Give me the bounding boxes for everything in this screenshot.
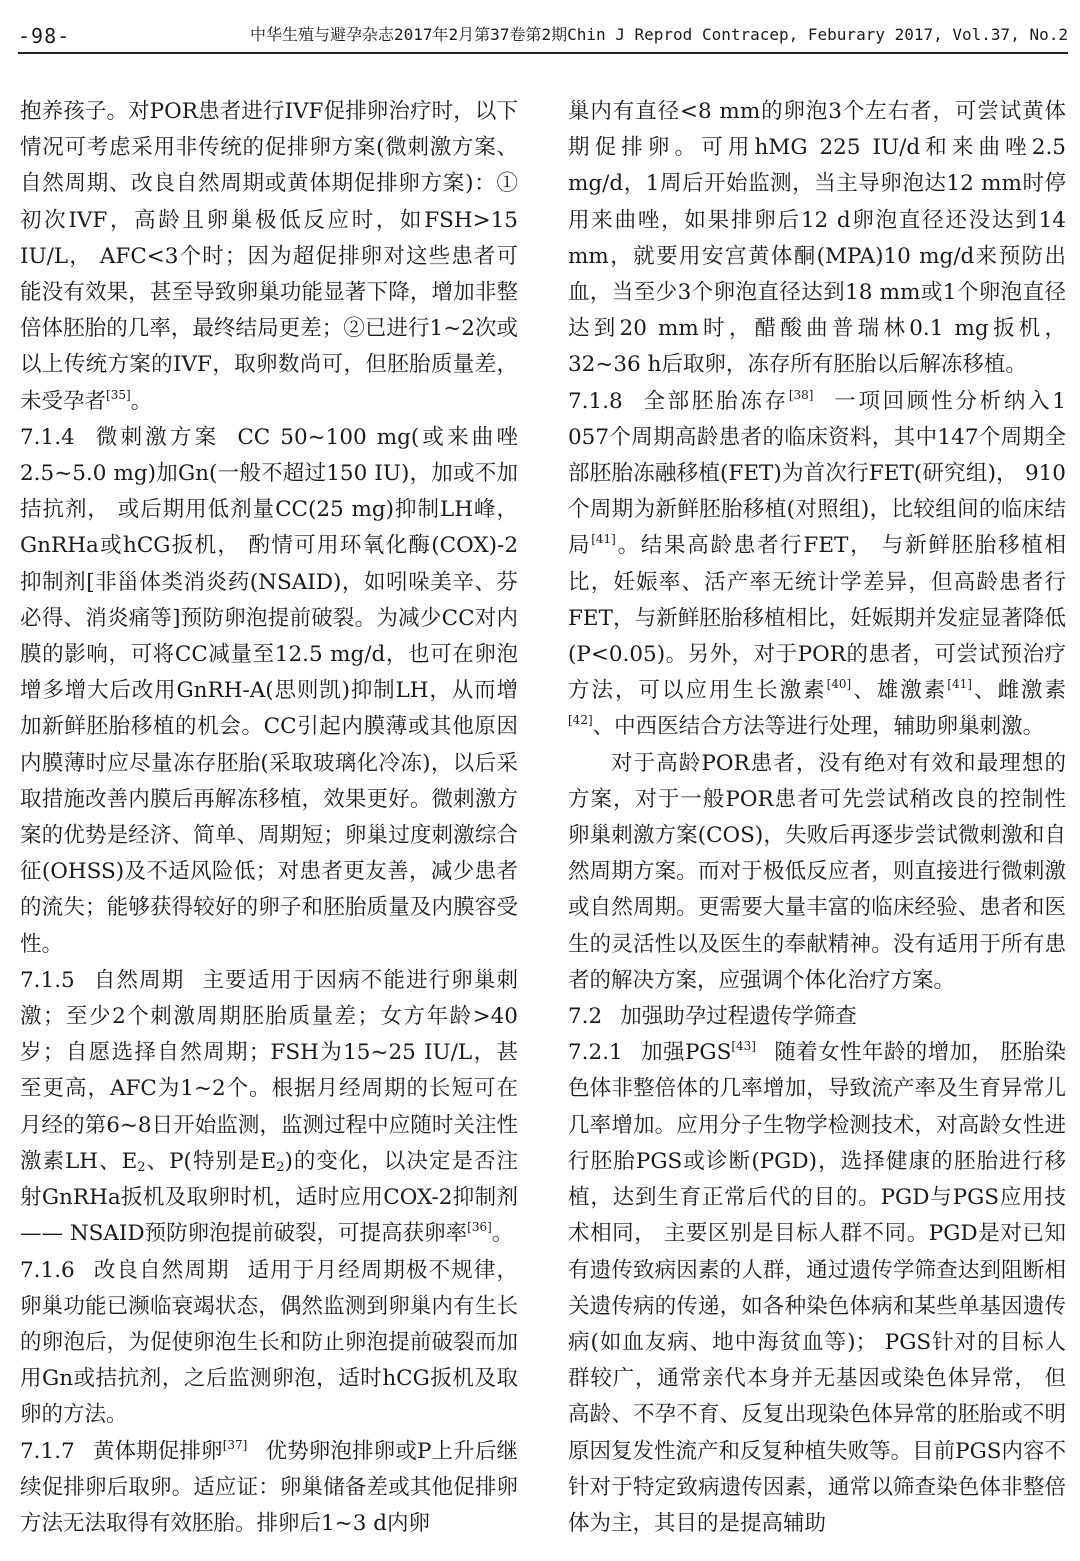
- paragraph-summary: 对于高龄POR患者，没有绝对有效和最理想的方案，对于一般POR患者可先尝试稍改良的控制性卵巢刺激方案(COS)，失败后再逐步尝试微刺激和自然周期方案。而对于极低反应者，则直接进行微刺激或自然周期。更需要大量丰富的临床经验、患者和医生的灵活性以及医生的奉献精神。没有适用于所有患者的解决方案，应强调个体化治疗方案。: [568, 750, 1066, 993]
- citation-ref: [43]: [731, 1039, 756, 1054]
- section-number: 7.1.8: [568, 388, 623, 414]
- section-7-1-4: [20, 420, 518, 963]
- section-title: 加强PGS: [640, 1040, 732, 1066]
- section-title: 加强助孕过程遗传学筛查: [620, 1004, 857, 1030]
- page-header: [18, 18, 1068, 54]
- section-title: 黄体期促排卵: [92, 1438, 223, 1464]
- section-body: 随着女性年龄的增加， 胚胎染色体非整倍体的几率增加，导致流产率及生育异常儿几率增加。应用分子生物学检测技术，对高龄女性进行胚胎PGS或诊断(PGD)，选择健康的胚胎进行移植，达到生育正常后代的目的。PGD与PGS应用技术相同， 主要区别是目标人群不同。PGD是对已知有遗传致病因素的人群，通过遗传学筛查达到阻断相关遗传病的传递，如各种染色体病和某些单基因遗传病(如血友病、地中海贫血等)； PGS针对的目标人群较广，通常亲代本身并无基因或染色体异常， 但高龄、不孕不育、反复出现染色体异常的胚胎或不明原因复发性流产和反复种植失败等。目前PGS内容不针对于特定致病遗传因素，通常以筛查染色体非整倍体为主，其目的是提高辅助: [568, 1040, 1066, 1536]
- section-body: CC 50~100 mg(或来曲唑2.5~5.0 mg)加Gn(一般不超过150 IU)，加或不加拮抗剂， 或后期用低剂量CC(25 mg)抑制LH峰， GnRHa或hCG扳机， 酌情可用环氧化酶(COX)-2抑制剂[非甾体类消炎药(NSAID)，如吲哚美辛、芬必得、消炎痛等]预防卵泡提前破裂。为减少CC对内膜的影响，可将CC减量至12.5 mg/d，也可在卵泡增多增大后改用GnRH-A(思则凯)抑制LH，从而增加新鲜胚胎移植的机会。CC引起内膜薄或其他原因内膜薄时应尽量冻存胚胎(采取玻璃化冷冻)，以后采取措施改善内膜后再解冻移植，效果更好。微刺激方案的优势是经济、简单、周期短；卵巢过度刺激综合征(OHSS)及不适风险低；对患者更友善，减少患者的流失；能够获得较好的卵子和胚胎质量及内膜容受性。: [20, 424, 518, 957]
- section-title: 改良自然周期: [92, 1257, 230, 1283]
- section-number: 7.1.4: [20, 424, 75, 450]
- section-body: 优势卵泡排卵或P上升后继续促排卵后取卵。适应证：卵巢储备差或其他促排卵方法无法取得有效胚胎。排卵后1~3 d内卵: [20, 1438, 518, 1536]
- section-7-1-7: [20, 1434, 518, 1543]
- journal-citation: 中华生殖与避孕杂志2017年2月第37卷第2期Chin J Reprod Contracep, Feburary 2017, Vol.37, No.2: [250, 25, 1068, 44]
- paragraph-continuation: 巢内有直径<8 mm的卵泡3个左右者，可尝试黄体期促排卵。可用hMG 225 IU/d和来曲唑2.5 mg/d，1周后开始监测，当主导卵泡达12 mm时停用来曲唑，如果排卵后12 d卵泡直径还没达到14 mm，就要用安宫黄体酮(MPA)10 mg/d来预防出血，当至少3个卵泡直径达到18 mm或1个卵泡直径达到20 mm时，醋酸曲普瑞林0.1 mg扳机，32~36 h后取卵，冻存所有胚胎以后解冻移植。: [568, 99, 1066, 378]
- section-7-2: [568, 999, 1066, 1035]
- right-column: [568, 94, 1066, 1542]
- citation-ref: [36]: [467, 1220, 492, 1235]
- section-7-1-6: [20, 1253, 518, 1434]
- section-number: 7.2: [568, 1004, 603, 1030]
- citation-ref: [37]: [222, 1437, 248, 1452]
- citation-ref: [38]: [788, 387, 814, 402]
- section-body: 适用于月经周期极不规律，卵巢功能已濒临衰竭状态，偶然监测到卵巢内有生长的卵泡后，为促使卵泡生长和防止卵泡提前破裂而加用Gn或拮抗剂，之后监测卵泡，适时hCG扳机及取卵的方法。: [20, 1257, 518, 1428]
- citation-ref: [35]: [106, 387, 131, 402]
- page-number: -98-: [18, 24, 71, 48]
- section-number: 7.1.7: [20, 1438, 75, 1464]
- section-number: 7.2.1: [568, 1040, 623, 1066]
- section-title: 微刺激方案: [92, 424, 220, 450]
- section-title: 自然周期: [92, 967, 185, 993]
- section-7-2-1: [568, 1035, 1066, 1542]
- section-title: 全部胚胎冻存: [640, 388, 789, 414]
- section-7-1-8: 7.1.8 全部胚胎冻存[38] 一项回顾性分析纳入1 057个周期高龄患者的临床资料，其中147个周期全部胚胎冻融移植(FET)为首次行FET(研究组)， 910个周期为新鲜胚胎移植(对照组)，比较组间的临床结局[41]。结果高龄患者行FET， 与新鲜胚胎移植相比，妊娠率、活产率无统计学差异，但高龄患者行FET，与新鲜胚胎移植相比，妊娠期并发症显著降低(P<0.05)。另外，对于POR的患者，可尝试预治疗方法，可以应用生长激素[40]、雄激素[41]、雌激素[42]、中西医结合方法等进行处理，辅助卵巢刺激。: [568, 387, 1066, 740]
- paragraph-intro: 抱养孩子。对POR患者进行IVF促排卵治疗时，以下情况可考虑采用非传统的促排卵方案(微刺激方案、自然周期、改良自然周期或黄体期促排卵方案)：①初次IVF，高龄且卵巢极低反应时，如FSH>15 IU/L， AFC<3个时；因为超促排卵对这些患者可能没有效果，甚至导致卵巢功能显著下降，增加非整倍体胚胎的几率，最终结局更差；②已进行1~2次或以上传统方案的IVF，取卵数尚可，但胚胎质量差，未受孕者[35]。: [20, 99, 518, 414]
- left-column: [20, 94, 518, 1542]
- section-number: 7.1.6: [20, 1257, 75, 1283]
- section-number: 7.1.5: [20, 967, 75, 993]
- section-7-1-5: 7.1.5 自然周期 主要适用于因病不能进行卵巢刺激；至少2个刺激周期胚胎质量差；女方年龄>40岁；自愿选择自然周期；FSH为15~25 IU/L，甚至更高，AFC为1~2个。根据月经周期的长短可在月经的第6~8日开始监测，监测过程中应随时关注性激素LH、$E_2$、P(特别是$E_2$)的变化，以决定是否注射GnRHa扳机及取卵时机，适时应用COX-2抑制剂—— NSAID预防卵泡提前破裂，可提高获卵率[36]。: [20, 967, 518, 1247]
